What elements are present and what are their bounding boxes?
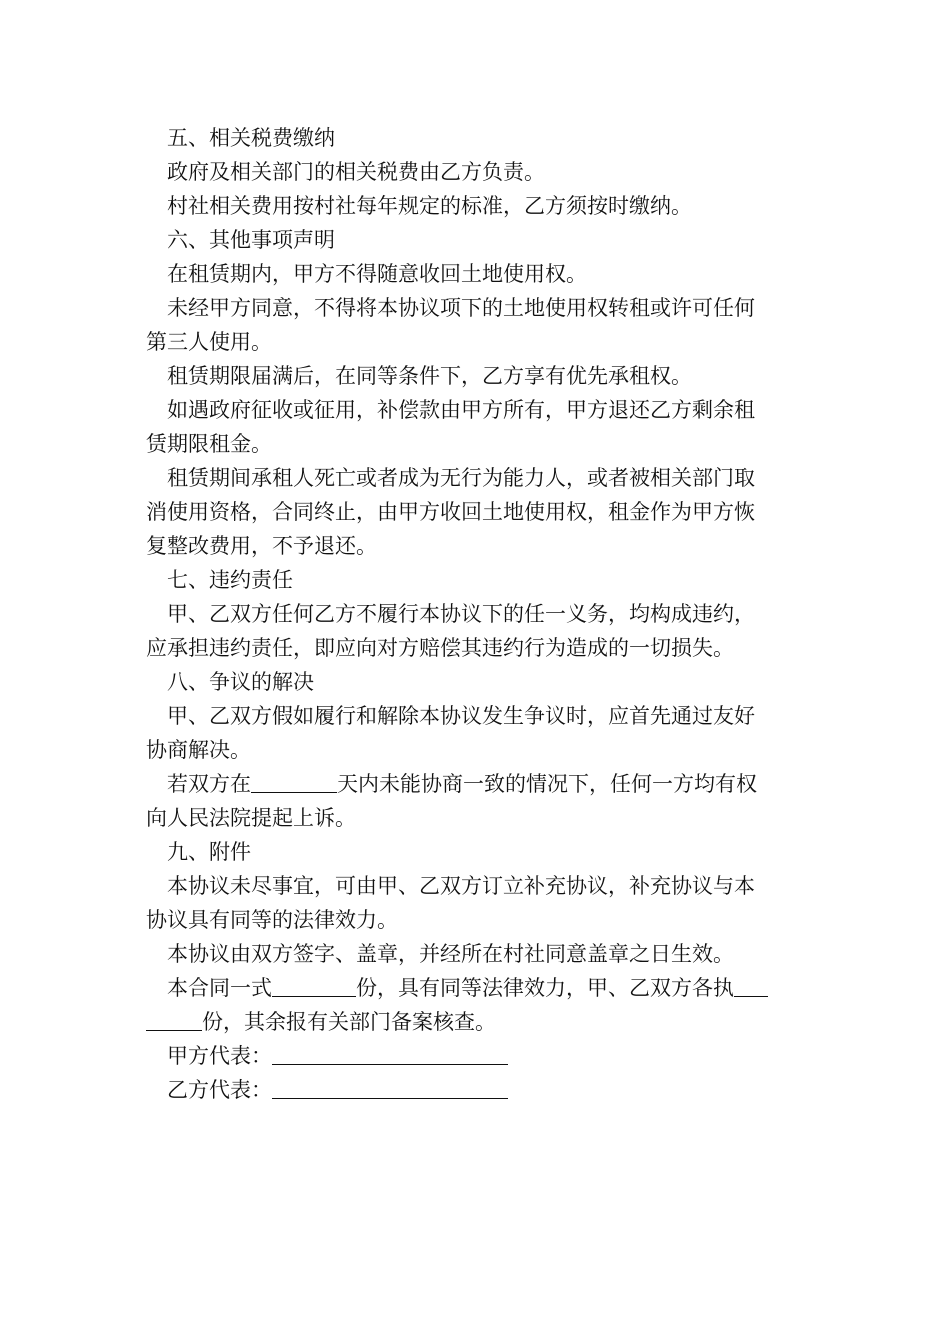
paragraph-line: 租赁期间承租人死亡或者成为无行为能力人，或者被相关部门取 xyxy=(167,466,755,490)
copies-blank-field[interactable] xyxy=(272,974,356,997)
paragraph-line: 未经甲方同意，不得将本协议项下的土地使用权转租或许可任何 xyxy=(167,296,755,320)
paragraph-line: 赁期限租金。 xyxy=(146,432,272,456)
section-heading-other-matters: 六、其他事项声明 xyxy=(167,228,335,252)
paragraph-line: 如遇政府征收或征用，补偿款由甲方所有，甲方退还乙方剩余租 xyxy=(167,398,755,422)
paragraph: 在租赁期内，甲方不得随意收回土地使用权。 xyxy=(167,262,587,286)
paragraph-line: 向人民法院提起上诉。 xyxy=(146,806,356,830)
paragraph-line: 甲、乙双方任何乙方不履行本协议下的任一义务，均构成违约， xyxy=(167,602,755,626)
section-heading-liability: 七、违约责任 xyxy=(167,568,293,592)
paragraph-line: 应承担违约责任，即应向对方赔偿其违约行为造成的一切损失。 xyxy=(146,636,734,660)
paragraph-line: 协商解决。 xyxy=(146,738,251,762)
paragraph-line: 协议具有同等的法律效力。 xyxy=(146,908,398,932)
days-blank-field[interactable] xyxy=(251,770,337,793)
text-fragment: 份，其余报有关部门备案核查。 xyxy=(202,1010,496,1034)
text-fragment: 本合同一式 xyxy=(167,976,272,1000)
paragraph-line: 第三人使用。 xyxy=(146,330,272,354)
section-heading-attachments: 九、附件 xyxy=(167,840,251,864)
text-fragment: 若双方在 xyxy=(167,772,251,796)
signature-line-party-b xyxy=(146,1073,810,1107)
paragraph-line xyxy=(146,1005,810,1039)
signature-label: 乙方代表： xyxy=(167,1078,272,1102)
copies-each-blank-field-cont[interactable] xyxy=(146,1008,202,1031)
paragraph-line: 甲、乙双方假如履行和解除本协议发生争议时，应首先通过友好 xyxy=(167,704,755,728)
party-b-signature-field[interactable] xyxy=(272,1076,508,1099)
paragraph-line: 复整改费用，不予退还。 xyxy=(146,534,377,558)
text-fragment: 天内未能协商一致的情况下，任何一方均有权 xyxy=(337,772,757,796)
copies-each-blank-field[interactable] xyxy=(734,974,768,997)
paragraph-line: 本协议未尽事宜，可由甲、乙双方订立补充协议，补充协议与本 xyxy=(167,874,755,898)
signature-label: 甲方代表： xyxy=(167,1044,272,1068)
signature-line-party-a xyxy=(146,1039,810,1073)
party-a-signature-field[interactable] xyxy=(272,1042,508,1065)
contract-page xyxy=(146,121,810,1107)
paragraph-line: 消使用资格，合同终止，由甲方收回土地使用权，租金作为甲方恢 xyxy=(146,500,755,524)
paragraph: 政府及相关部门的相关税费由乙方负责。 xyxy=(167,160,545,184)
paragraph: 村社相关费用按村社每年规定的标准，乙方须按时缴纳。 xyxy=(167,194,692,218)
section-heading-disputes: 八、争议的解决 xyxy=(167,670,314,694)
paragraph-line xyxy=(146,767,810,801)
text-fragment: 份，具有同等法律效力，甲、乙双方各执 xyxy=(356,976,734,1000)
paragraph: 本协议由双方签字、盖章，并经所在村社同意盖章之日生效。 xyxy=(167,942,734,966)
paragraph-line xyxy=(146,971,810,1005)
section-heading-taxes: 五、相关税费缴纳 xyxy=(167,126,335,150)
paragraph: 租赁期限届满后，在同等条件下，乙方享有优先承租权。 xyxy=(167,364,692,388)
